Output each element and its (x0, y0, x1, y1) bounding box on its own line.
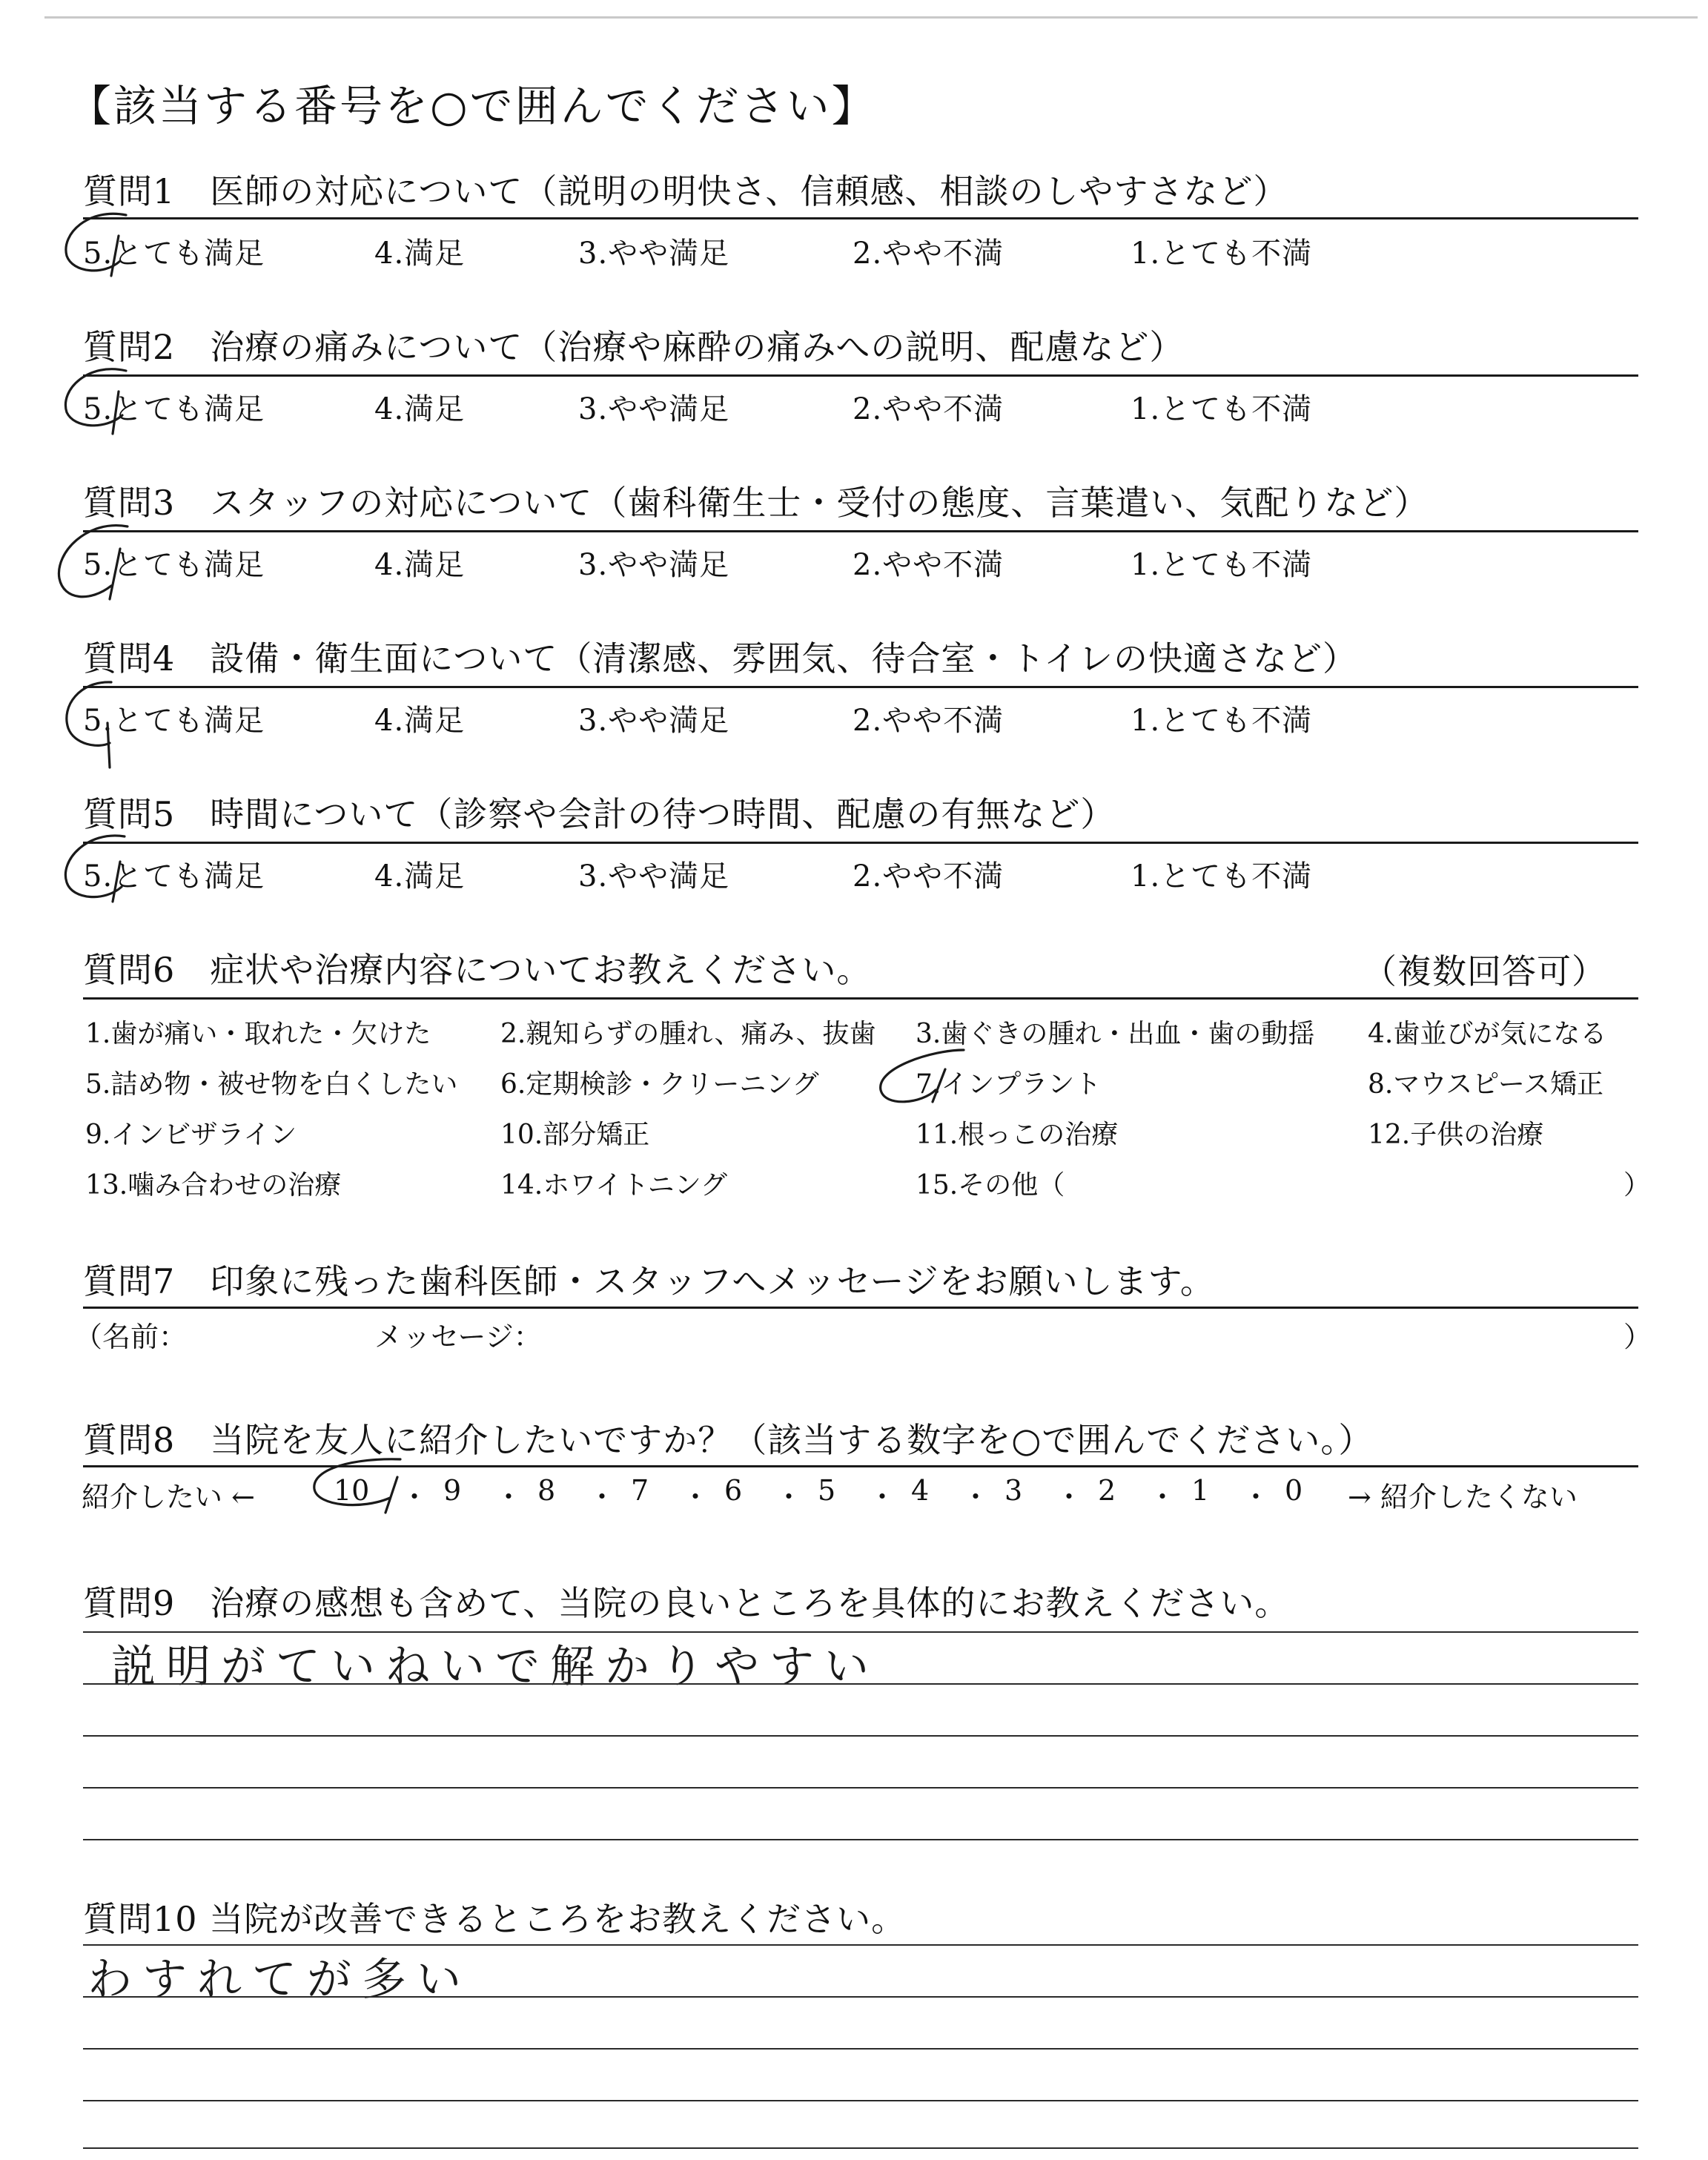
q8-selection-circle (314, 1459, 400, 1513)
q8-separator: ・ (1148, 1481, 1177, 1513)
q9-handwritten-answer: 説明がていねいで解かりやすい (111, 1641, 879, 1693)
q8-separator: ・ (400, 1481, 429, 1513)
q6-option-1[interactable]: 1.歯が痛い・取れた・欠けた (85, 1019, 431, 1049)
q6-option-13[interactable]: 13.噛み合わせの治療 (85, 1170, 342, 1200)
q8-separator: ・ (588, 1481, 617, 1513)
q6-note: （複数回答可） (1363, 951, 1606, 991)
q1-selection-circle (66, 214, 126, 276)
q9-label: 質問9 治療の感想も含めて、当院の良いところを具体的にお教えください。 (83, 1583, 1290, 1623)
q8-value-7[interactable]: 7 (631, 1474, 649, 1507)
q6-option-4[interactable]: 4.歯並びが気になる (1368, 1019, 1607, 1049)
q4-option-3[interactable]: 3.やや満足 (578, 704, 730, 738)
q6-option-2[interactable]: 2.親知らずの腫れ、痛み、抜歯 (500, 1019, 876, 1049)
q8-separator: ・ (1242, 1481, 1271, 1513)
q7-label: 質問7 印象に残った歯科医師・スタッフへメッセージをお願いします。 (83, 1261, 1215, 1301)
q2-option-1[interactable]: 1.とても不満 (1131, 392, 1313, 426)
q3-option-3[interactable]: 3.やや満足 (578, 548, 730, 582)
q1-option-2[interactable]: 2.やや不満 (853, 237, 1004, 271)
q2-option-4[interactable]: 4.満足 (374, 392, 466, 426)
q5-option-5[interactable]: 5.とても満足 (83, 859, 265, 894)
q8-value-0[interactable]: 0 (1285, 1474, 1303, 1507)
q4-option-4[interactable]: 4.満足 (374, 704, 466, 738)
q1-option-3[interactable]: 3.やや満足 (578, 237, 730, 271)
q7-message-label: メッセージ： (374, 1321, 542, 1353)
q3-option-2[interactable]: 2.やや不満 (853, 548, 1004, 582)
q6-option-7[interactable]: 7.インプラント (916, 1069, 1102, 1100)
q7-name-label: （名前： (74, 1321, 188, 1353)
q6-option-14[interactable]: 14.ホワイトニング (500, 1170, 728, 1200)
q5-option-3[interactable]: 3.やや満足 (578, 859, 730, 894)
q3-selection-circle (59, 526, 128, 599)
q8-label: 質問8 当院を友人に紹介したいですか？（該当する数字を○で囲んでください。） (83, 1420, 1374, 1460)
q3-label: 質問3 スタッフの対応について（歯科衛生士・受付の態度、言葉遣い、気配りなど） (83, 483, 1429, 523)
q8-value-5[interactable]: 5 (818, 1474, 836, 1507)
q1-option-4[interactable]: 4.満足 (374, 237, 466, 271)
q2-option-2[interactable]: 2.やや不満 (853, 392, 1004, 426)
q6-option-9[interactable]: 9.インビザライン (85, 1120, 297, 1150)
q8-value-4[interactable]: 4 (911, 1474, 930, 1507)
q8-value-10[interactable]: 10 (334, 1474, 370, 1507)
q4-option-2[interactable]: 2.やや不満 (853, 704, 1004, 738)
q8-right-label: → 紹介したくない (1348, 1481, 1578, 1513)
q6-option-5[interactable]: 5.詰め物・被せ物を白くしたい (85, 1069, 458, 1100)
q5-label: 質問5 時間について（診察や会計の待つ時間、配慮の有無など） (83, 794, 1116, 834)
q6-option-15[interactable]: 15.その他（ (916, 1170, 1065, 1200)
q1-option-5[interactable]: 5.とても満足 (83, 237, 265, 271)
q8-separator: ・ (1055, 1481, 1084, 1513)
q2-option-3[interactable]: 3.やや満足 (578, 392, 730, 426)
q6-option-12[interactable]: 12.子供の治療 (1368, 1120, 1544, 1150)
q8-separator: ・ (494, 1481, 523, 1513)
q2-label: 質問2 治療の痛みについて（治療や麻酔の痛みへの説明、配慮など） (83, 327, 1185, 367)
q10-handwritten-answer: わすれてが多い (87, 1954, 471, 2006)
q3-option-4[interactable]: 4.満足 (374, 548, 466, 582)
q6-option-15-close: ） (1623, 1170, 1651, 1200)
q8-value-8[interactable]: 8 (537, 1474, 556, 1507)
q5-selection-circle (65, 836, 125, 902)
q6-option-11[interactable]: 11.根っこの治療 (916, 1120, 1119, 1150)
q6-option-8[interactable]: 8.マウスピース矯正 (1368, 1069, 1604, 1100)
q8-value-6[interactable]: 6 (724, 1474, 743, 1507)
q2-option-5[interactable]: 5.とても満足 (83, 392, 265, 426)
q8-left-label: 紹介したい ← (82, 1481, 255, 1513)
q2-selection-circle (65, 369, 126, 434)
q10-label: 質問10 当院が改善できるところをお教えください。 (83, 1899, 907, 1939)
q4-selection-circle (67, 682, 111, 767)
q1-option-1[interactable]: 1.とても不満 (1131, 237, 1313, 271)
q8-value-3[interactable]: 3 (1004, 1474, 1023, 1507)
q4-label: 質問4 設備・衛生面について（清潔感、雰囲気、待合室・トイレの快適さなど） (83, 638, 1358, 678)
q5-option-4[interactable]: 4.満足 (374, 859, 466, 894)
q6-option-10[interactable]: 10.部分矯正 (500, 1120, 650, 1150)
q8-separator: ・ (961, 1481, 990, 1513)
q1-label: 質問1 医師の対応について（説明の明快さ、信頼感、相談のしやすさなど） (83, 171, 1288, 211)
q6-option-3[interactable]: 3.歯ぐきの腫れ・出血・歯の動揺 (916, 1019, 1315, 1049)
q5-option-1[interactable]: 1.とても不満 (1131, 859, 1313, 894)
q6-selection-circle (881, 1050, 964, 1102)
q3-option-1[interactable]: 1.とても不満 (1131, 548, 1313, 582)
page-title: 【該当する番号を○で囲んでください】 (68, 81, 877, 131)
q8-separator: ・ (868, 1481, 897, 1513)
q7-close-paren: ） (1623, 1321, 1652, 1353)
q5-option-2[interactable]: 2.やや不満 (853, 859, 1004, 894)
q8-value-9[interactable]: 9 (443, 1474, 462, 1507)
q8-value-2[interactable]: 2 (1098, 1474, 1116, 1507)
q4-option-1[interactable]: 1.とても不満 (1131, 704, 1313, 738)
q8-separator: ・ (775, 1481, 804, 1513)
q6-label: 質問6 症状や治療内容についてお教えください。 (83, 950, 872, 990)
q8-separator: ・ (681, 1481, 710, 1513)
q6-option-6[interactable]: 6.定期検診・クリーニング (500, 1069, 819, 1100)
q8-value-1[interactable]: 1 (1191, 1474, 1210, 1507)
q4-option-5[interactable]: 5.とても満足 (83, 704, 265, 738)
q3-option-5[interactable]: 5.とても満足 (83, 548, 265, 582)
